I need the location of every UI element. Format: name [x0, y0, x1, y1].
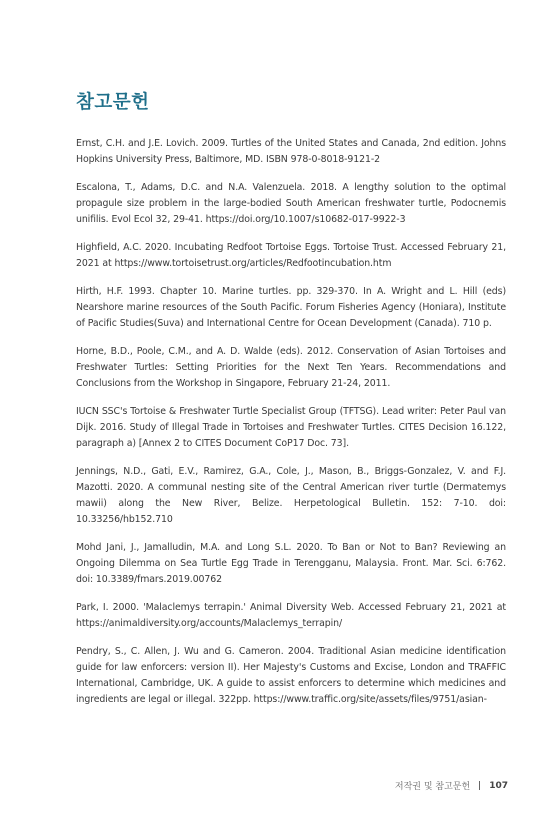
page-footer [395, 779, 508, 792]
reference-entry: Highfield, A.C. 2020. Incubating Redfoot Tortoise Eggs. Tortoise Trust. Accessed February 21, 2021 at https://www.tortoisetrust.org/articles/Redfootincubation.htm [76, 242, 506, 269]
reference-entry: Pendry, S., C. Allen, J. Wu and G. Cameron. 2004. Traditional Asian medicine identification guide for law enforcers: version II). Her Majesty's Customs and Excise, London and TRAFFIC International, Cambridge, UK. A guide to assist enforcers to determine which medicines and ingredients are legal or illegal. 322pp. https://www.traffic.org/site/assets/files/9751/asian- [76, 646, 506, 705]
reference-entry: Park, I. 2000. 'Malaclemys terrapin.' Animal Diversity Web. Accessed February 21, 2021 at https://animaldiversity.org/accounts/Malaclemys_terrapin/ [76, 602, 506, 629]
reference-entry: Ernst, C.H. and J.E. Lovich. 2009. Turtles of the United States and Canada, 2nd edition. Johns Hopkins University Press, Baltimore, MD. ISBN 978-0-8018-9121-2 [76, 138, 506, 165]
section-title: 참고문헌 [76, 92, 150, 113]
footer-divider [479, 781, 480, 790]
reference-entry: IUCN SSC's Tortoise & Freshwater Turtle Specialist Group (TFTSG). Lead writer: Peter Paul van Dijk. 2016. Study of Illegal Trade in Tortoises and Freshwater Turtles. CITES Decision 16.122, paragraph a) [Annex 2 to CITES Document CoP17 Doc. 73]. [76, 406, 506, 449]
reference-entry: Mohd Jani, J., Jamalludin, M.A. and Long S.L. 2020. To Ban or Not to Ban? Reviewing an Ongoing Dilemma on Sea Turtle Egg Trade in Terengganu, Malaysia. Front. Mar. Sci. 6:762. doi: 10.3389/fmars.2019.00762 [76, 542, 506, 585]
running-title: 저작권 및 참고문헌 [394, 782, 471, 792]
page-number: 107 [489, 780, 508, 791]
reference-list [76, 136, 506, 720]
reference-entry: Jennings, N.D., Gati, E.V., Ramirez, G.A., Cole, J., Mason, B., Briggs-Gonzalez, V. and F.J. Mazotti. 2020. A communal nesting site of the Central American river turtle (Dermatemys mawii) along the New River, Belize. Herpetological Bulletin. 152: 7-10. doi: 10.33256/hb152.710 [76, 466, 506, 525]
reference-entry: Hirth, H.F. 1993. Chapter 10. Marine turtles. pp. 329-370. In A. Wright and L. Hill (eds) Nearshore marine resources of the South Pacific. Forum Fisheries Agency (Honiara), Institute of Pacific Studies(Suva) and International Centre for Ocean Development (Canada). 710 p. [76, 286, 506, 329]
reference-entry: Escalona, T., Adams, D.C. and N.A. Valenzuela. 2018. A lengthy solution to the optimal propagule size problem in the large-bodied South American freshwater turtle, Podocnemis unifilis. Evol Ecol 32, 29-41. https://doi.org/10.1007/s10682-017-9922-3 [76, 182, 506, 225]
reference-entry: Horne, B.D., Poole, C.M., and A. D. Walde (eds). 2012. Conservation of Asian Tortoises and Freshwater Turtles: Setting Priorities for the Next Ten Years. Recommendations and Conclusions from the Workshop in Singapore, February 21-24, 2011. [76, 346, 506, 389]
